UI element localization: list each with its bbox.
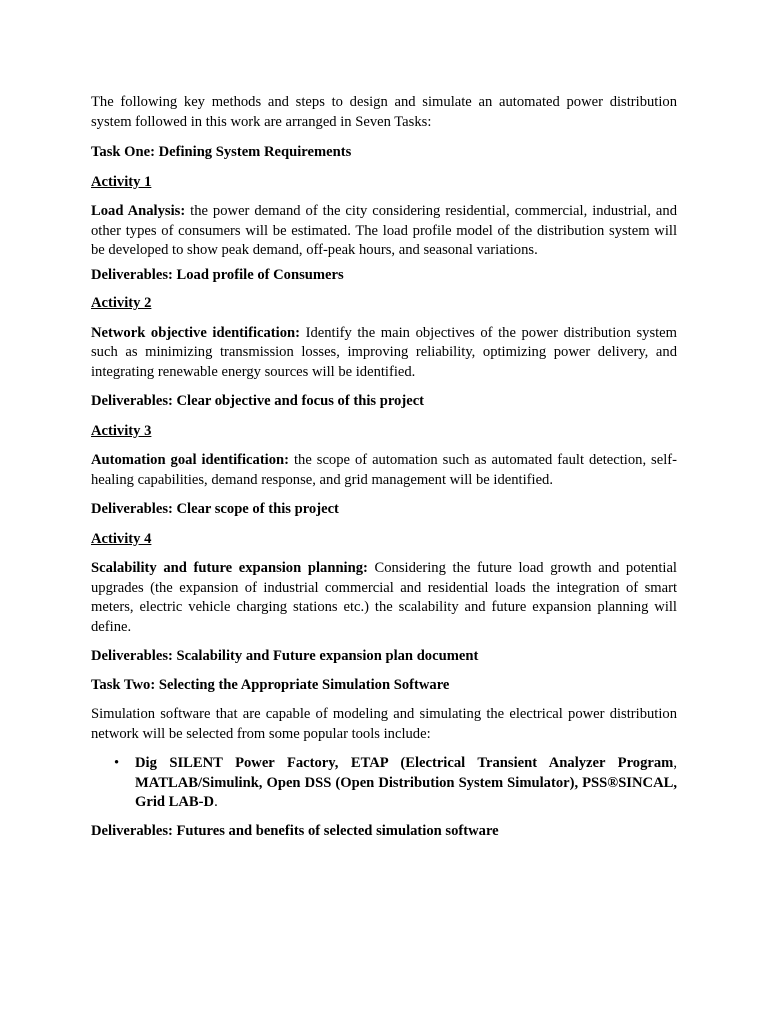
- activity-3-heading: Activity 3: [91, 422, 152, 439]
- bullet-icon: •: [114, 755, 120, 771]
- intro-paragraph: The following key methods and steps to design and simulate an automated power distribution system followed in this work are arranged in Seven Tasks:: [91, 94, 677, 130]
- simulation-tools-item: [114, 754, 677, 813]
- tools-period: .: [214, 794, 218, 810]
- activity-1-paragraph: [91, 202, 677, 261]
- activity-2-deliverable: Deliverables: Clear objective and focus of this project: [91, 393, 425, 409]
- activity-3-deliverable: Deliverables: Clear scope of this project: [91, 501, 339, 517]
- activity-4-text: Considering the future load growth and potential upgrades (the expansion of industrial commercial and residential loads the integration of smart meters, electric vehicle charging stations etc.) the scalability and future expansion planning will define.: [91, 560, 677, 635]
- activity-3-text: the scope of automation such as automated fault detection, self-healing capabilities, demand response, and grid management will be identified.: [91, 452, 677, 488]
- task-two-heading: Task Two: Selecting the Appropriate Simulation Software: [91, 676, 450, 693]
- activity-4-paragraph: [91, 559, 677, 637]
- activity-3-lead: Automation goal identification:: [91, 452, 290, 468]
- activity-2-heading: Activity 2: [91, 295, 152, 311]
- tools-text-part-2: MATLAB/Simulink, Open DSS (Open Distribution System Simulator), PSS®SINCAL, Grid LAB-D: [135, 774, 677, 810]
- activity-1-heading: Activity 1: [91, 173, 152, 190]
- activity-4-heading: Activity 4: [91, 530, 152, 547]
- activity-1-deliverable: Deliverables: Load profile of Consumers: [91, 266, 344, 283]
- activity-2-lead: Network objective identification:: [91, 324, 300, 341]
- simulation-tools-list: [91, 754, 677, 813]
- task-two-deliverable: Deliverables: Futures and benefits of selected simulation software: [91, 822, 499, 839]
- activity-2-text: Identify the main objectives of the power distribution system such as minimizing transmission losses, improving reliability, optimizing power delivery, and integrating renewable energy sources will be identified.: [91, 324, 678, 380]
- activity-1-text: the power demand of the city considering residential, commercial, industrial, and other types of consumers will be estimated. The load profile model of the distribution system will be developed to show peak demand, off-peak hours, and seasonal variations.: [91, 203, 678, 258]
- activity-4-lead: Scalability and future expansion planning:: [91, 560, 368, 576]
- activity-3-paragraph: [91, 451, 677, 490]
- tools-text-part-1: Dig SILENT Power Factory, ETAP (Electrical Transient Analyzer Program: [135, 755, 674, 771]
- tools-comma: ,: [673, 755, 677, 771]
- activity-1-lead: Load Analysis:: [91, 203, 186, 219]
- task-two-paragraph: Simulation software that are capable of modeling and simulating the electrical power distribution network will be selected from some popular tools include:: [91, 706, 677, 742]
- document-page: [91, 93, 677, 851]
- activity-2-paragraph: [91, 324, 677, 383]
- activity-4-deliverable: Deliverables: Scalability and Future expansion plan document: [91, 648, 479, 664]
- task-one-heading: Task One: Defining System Requirements: [91, 144, 352, 160]
